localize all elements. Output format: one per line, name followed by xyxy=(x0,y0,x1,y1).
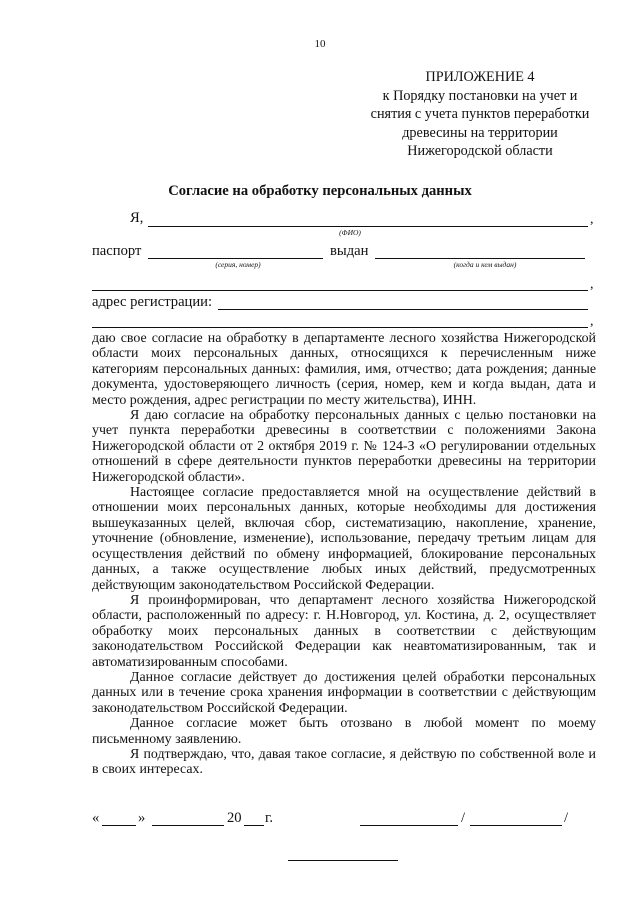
name-decoding-field-line[interactable] xyxy=(470,825,562,826)
passport-series-line[interactable] xyxy=(148,258,323,259)
issued-hint: (когда и кем выдан) xyxy=(453,260,517,269)
consent-text xyxy=(92,331,596,778)
document-title: Согласие на обработку персональных данных xyxy=(168,183,472,199)
year-field-line[interactable] xyxy=(244,825,264,826)
signature-slash-end: / xyxy=(564,810,569,826)
signature-slash: / xyxy=(461,810,466,826)
appendix-line: Нижегородской области xyxy=(407,143,553,159)
i-label: Я, xyxy=(130,210,144,226)
paragraph: Я подтверждаю, что, давая такое согласие, я действую по собственной воле и в своих интересах. xyxy=(92,746,596,778)
appendix-line: к Порядку постановки на учет и xyxy=(382,87,578,104)
fio-comma: , xyxy=(590,212,594,227)
paragraph: даю свое согласие на обработку в департаменте лесного хозяйства Нижегородской области моих персональных данных, относящихся к перечисленным ниже категориям персональных данных: фамилия, имя, отчество; дата рождения; данные документа, удостоверяющего личность (серия, номер, кем и когда выдан, дата и место рождения, адрес регистрации по месту жительства), ИНН. xyxy=(92,331,596,408)
passport-label: паспорт xyxy=(92,243,142,259)
paragraph: Настоящее согласие предоставляется мной на осуществление действий в отношении моих персональных данных, которые необходимы для достижения вышеуказанных целей, включая сбор, систематизацию, накопление, хранение, уточнение (обновление, изменение), использование, передачу третьим лицам для осуществления действий по обмену информацией, блокирование персональных данных, а также осуществление любых иных действий, предусмотренных действующим законодательством Российской Федерации. xyxy=(92,485,596,593)
address-comma: , xyxy=(590,314,594,329)
address-field-line[interactable] xyxy=(218,309,588,310)
fio-field-line[interactable] xyxy=(148,226,588,227)
year-suffix: г. xyxy=(265,810,273,826)
appendix-block xyxy=(355,68,605,161)
series-hint: (серия, номер) xyxy=(215,260,261,269)
date-quote-open: « xyxy=(92,810,100,826)
day-field-line[interactable] xyxy=(102,825,136,826)
appendix-line: ПРИЛОЖЕНИЕ 4 xyxy=(425,69,535,85)
paragraph: Данное согласие может быть отозвано в любой момент по моему письменному заявлению. xyxy=(92,716,596,747)
paragraph: Я даю согласие на обработку персональных данных с целью постановки на учет пункта переработки древесины в соответствии с положениями Закона Нижегородской области от 2 октября 2019 г. № 124-З «О регулировании отдельных отношений в сфере деятельности пунктов переработки древесины на территории Нижегородской области». xyxy=(92,408,596,485)
issued-label: выдан xyxy=(330,243,369,259)
fio-hint: (ФИО) xyxy=(339,228,361,237)
address-label: адрес регистрации: xyxy=(92,294,213,310)
paragraph: Данное согласие действует до достижения целей обработки персональных данных или в течение срока хранения информации в соответствии с действующим законодательством Российской Федерации. xyxy=(92,669,596,716)
address-continuation-line[interactable] xyxy=(92,327,588,328)
line-comma: , xyxy=(590,277,594,292)
appendix-line: древесины на территории xyxy=(402,124,558,141)
issued-field-line[interactable] xyxy=(375,258,585,259)
footer-separator xyxy=(288,860,398,861)
appendix-line: снятия с учета пунктов переработки xyxy=(370,106,590,122)
date-quote-close: » xyxy=(138,810,146,826)
paragraph: Я проинформирован, что департамент лесного хозяйства Нижегородской области, расположенный по адресу: г. Н.Новгород, ул. Костина, д. 2, осуществляет обработку моих персональных данных в соответствии с действующим законодательством Российской Федерации как неавтоматизированным, так и автоматизированным способами. xyxy=(92,592,596,670)
issued-continuation-line[interactable] xyxy=(92,290,588,291)
year-prefix: 20 xyxy=(227,810,242,826)
signature-field-line[interactable] xyxy=(360,825,458,826)
page-number: 10 xyxy=(314,38,326,50)
month-field-line[interactable] xyxy=(152,825,224,826)
